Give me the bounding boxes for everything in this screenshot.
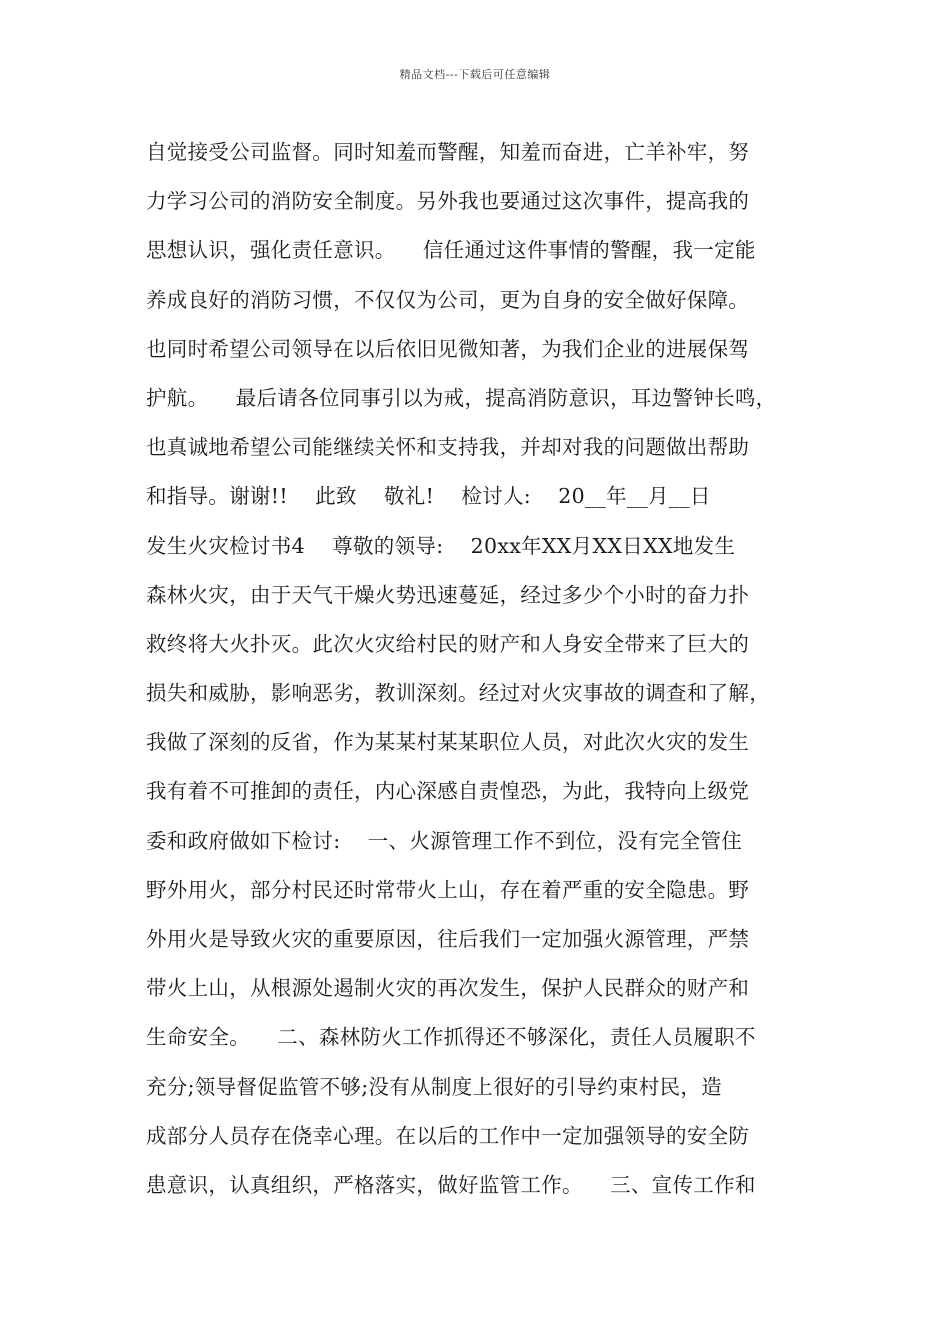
text-line: 发生火灾检讨书4 尊敬的领导: 20xx年XX月XX日XX地发生 xyxy=(146,533,736,558)
page-header: 精品文档---下载后可任意编辑 xyxy=(399,68,551,81)
text-line: 自觉接受公司监督。同时知羞而警醒，知羞而奋进，亡羊补牢，努 xyxy=(146,140,750,164)
text-line: 成部分人员存在侥幸心理。在以后的工作中一定加强领导的安全防 xyxy=(146,1123,750,1148)
text-line: 救终将大火扑灭。此次火灾给村民的财产和人身安全带来了巨大的 xyxy=(146,631,750,656)
text-line: 力学习公司的消防安全制度。另外我也要通过这次事件，提高我的 xyxy=(146,189,750,214)
text-line: 也真诚地希望公司能继续关怀和支持我，并却对我的问题做出帮助 xyxy=(146,435,750,460)
text-line: 损失和威胁，影响恶劣，教训深刻。经过对火灾事故的调查和了解， xyxy=(146,681,770,706)
text-line: 和指导。谢谢!! 此致 敬礼! 检讨人: 20__年__月__日 xyxy=(146,484,711,509)
text-line: 委和政府做如下检讨: 一、火源管理工作不到位，没有完全管住 xyxy=(146,828,743,853)
text-line: 思想认识，强化责任意识。 信任通过这件事情的警醒，我一定能 xyxy=(146,238,756,263)
text-line: 护航。 最后请各位同事引以为戒，提高消防意识，耳边警钟长鸣， xyxy=(146,385,777,410)
text-line: 也同时希望公司领导在以后依旧见微知著，为我们企业的进展保驾 xyxy=(146,336,750,361)
document-body xyxy=(146,128,836,1210)
text-line: 带火上山，从根源处遏制火灾的再次发生，保护人民群众的财产和 xyxy=(146,976,750,1001)
text-line: 森林火灾，由于天气干燥火势迅速蔓延，经过多少个小时的奋力扑 xyxy=(146,582,750,607)
text-line: 养成良好的消防习惯，不仅仅为公司，更为自身的安全做好保障。 xyxy=(146,287,750,312)
text-line: 我做了深刻的反省，作为某某村某某职位人员，对此次火灾的发生 xyxy=(146,730,750,755)
text-line: 患意识，认真组织，严格落实，做好监管工作。 三、宣传工作和 xyxy=(146,1172,756,1197)
text-line: 野外用火，部分村民还时常带火上山，存在着严重的安全隐患。野 xyxy=(146,877,750,902)
text-line: 生命安全。 二、森林防火工作抓得还不够深化，责任人员履职不 xyxy=(146,1025,756,1050)
text-line: 我有着不可推卸的责任，内心深感自责惶恐，为此，我特向上级党 xyxy=(146,779,750,804)
text-line: 充分;领导督促监管不够;没有从制度上很好的引导约束村民，造 xyxy=(146,1074,723,1099)
text-line: 外用火是导致火灾的重要原因，往后我们一定加强火源管理，严禁 xyxy=(146,927,750,951)
